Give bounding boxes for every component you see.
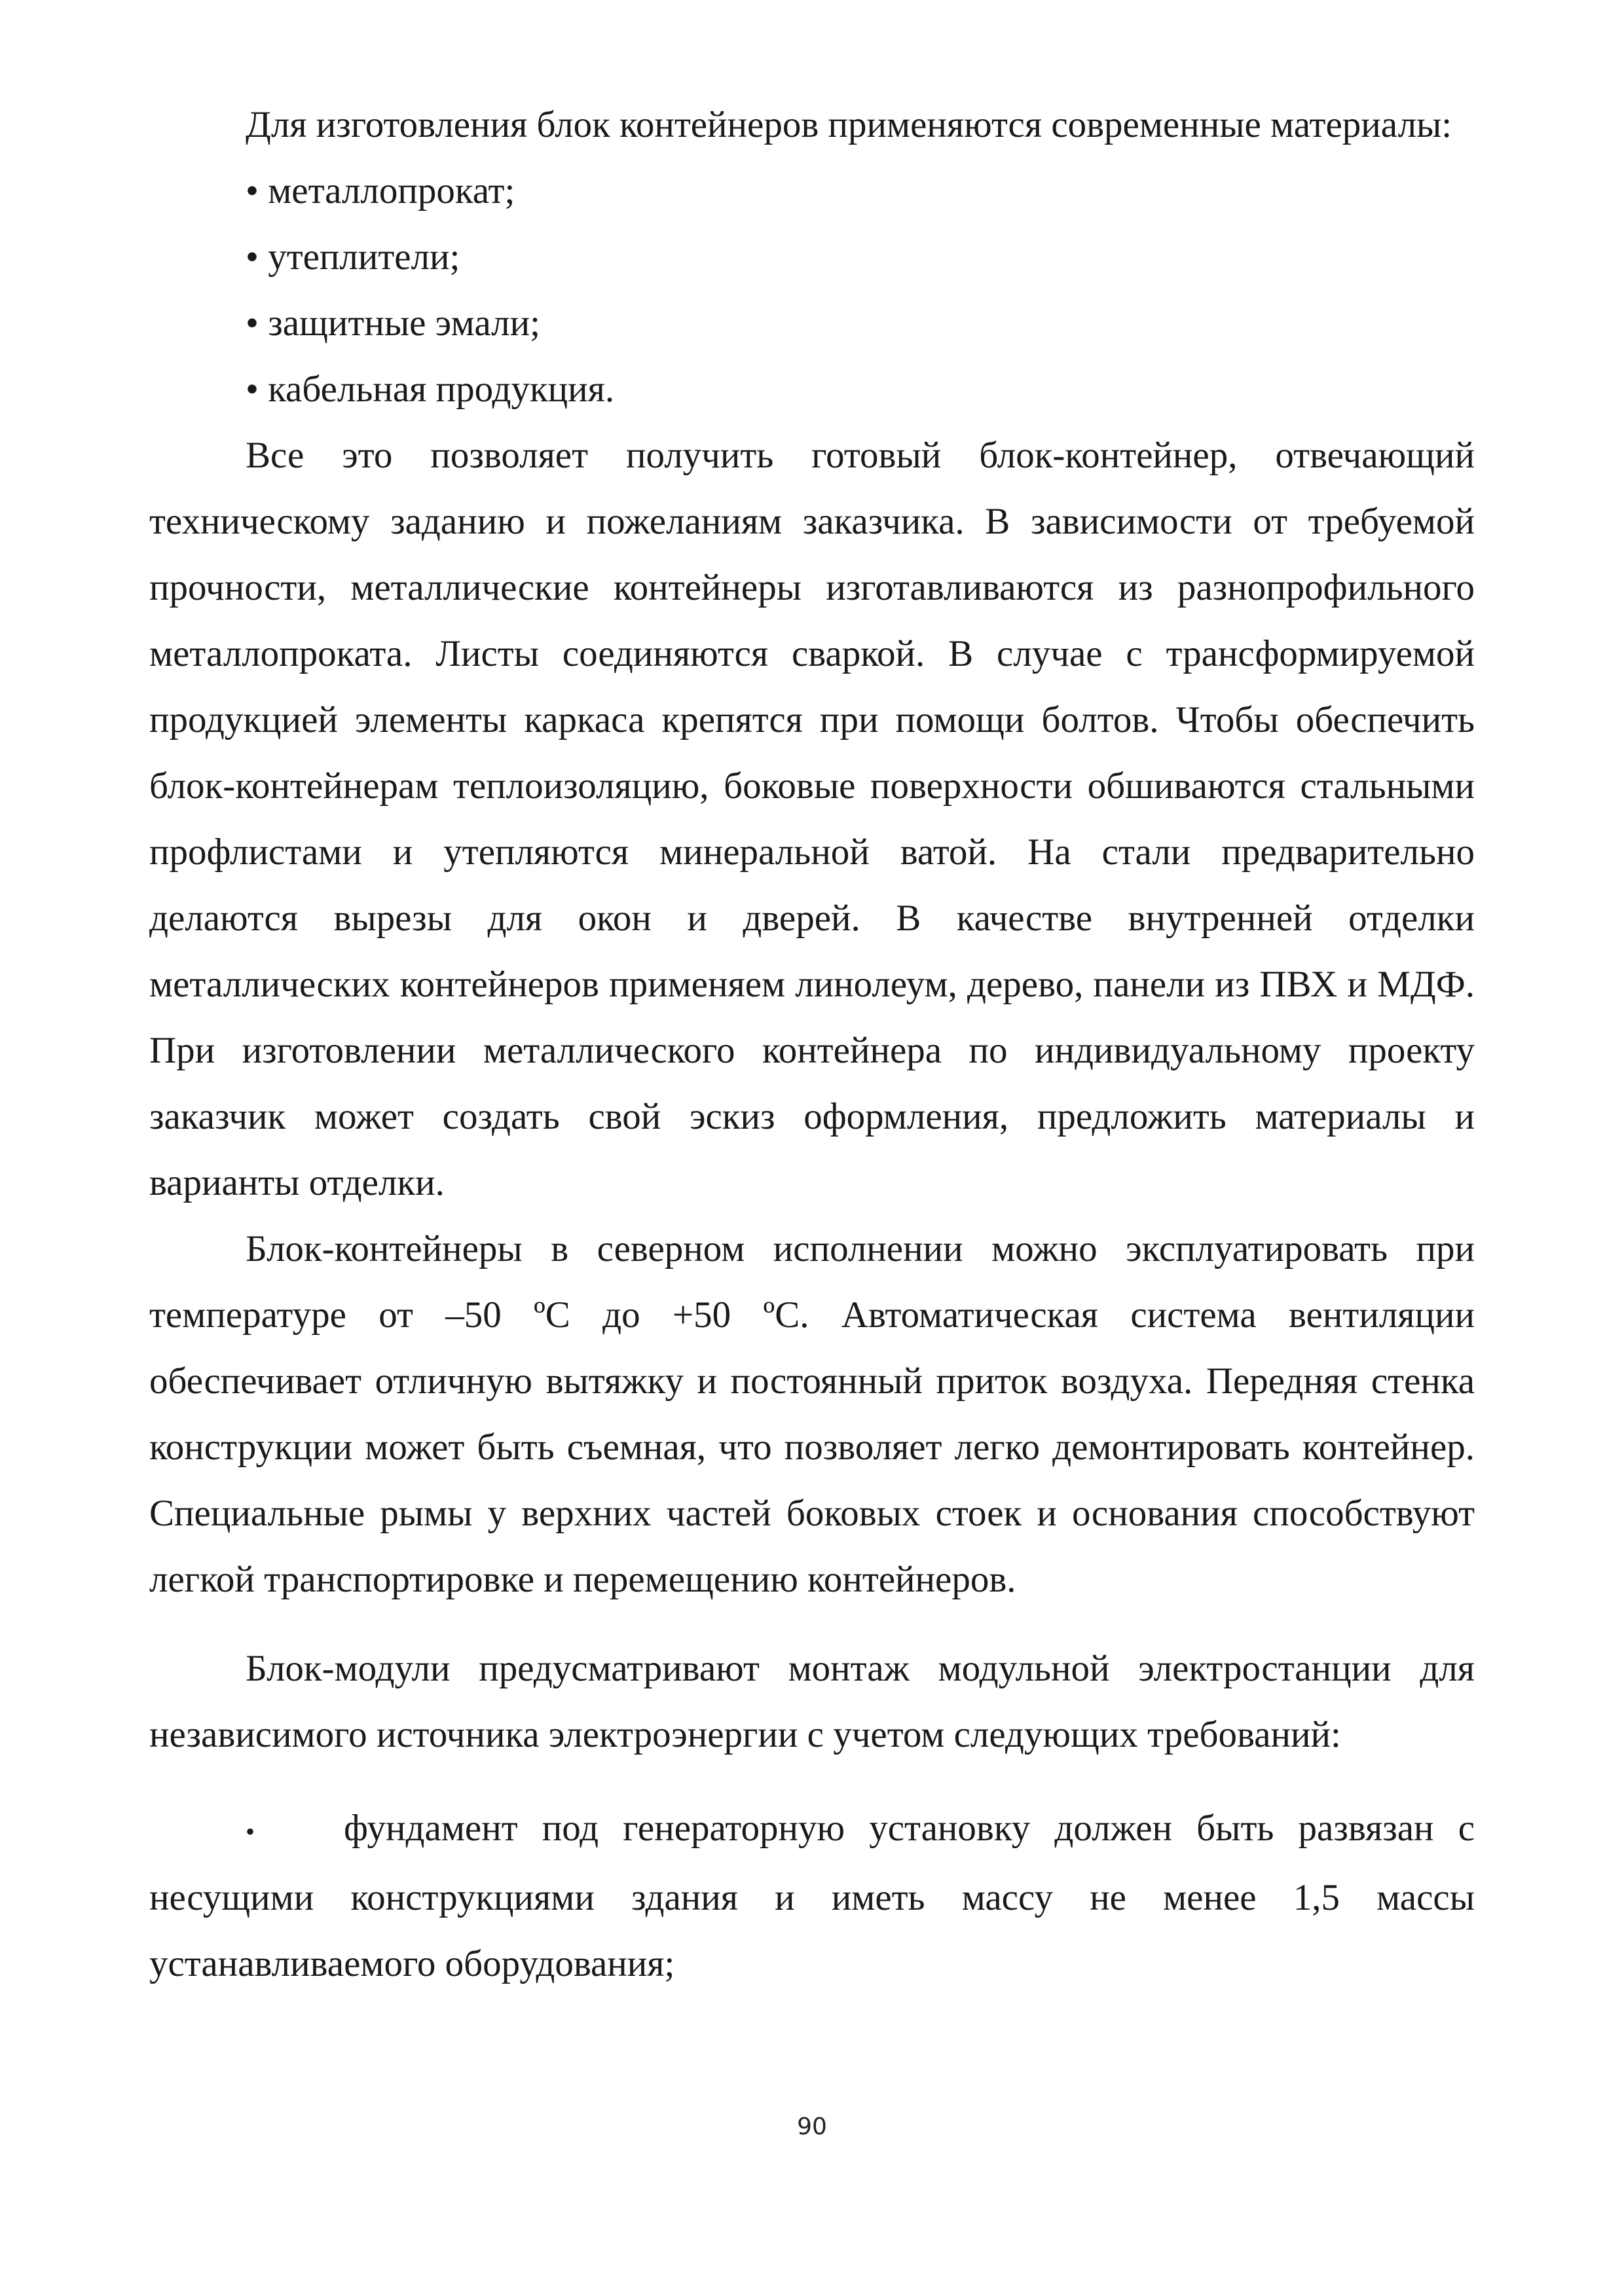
requirements-list	[149, 1795, 1475, 1997]
materials-list	[149, 158, 1475, 422]
list-item: • металлопрокат;	[246, 170, 515, 211]
list-item: • кабельная продукция.	[246, 369, 615, 410]
body-paragraph: Блок-модули предусматривают монтаж модульной электростанции для независимого источника электроэнергии с учетом следующих требований:	[149, 1648, 1475, 1755]
bullet-icon: •	[246, 1817, 255, 1847]
list-item: • утеплители;	[246, 236, 460, 278]
intro-paragraph: Для изготовления блок контейнеров применяются современные материалы:	[246, 104, 1452, 145]
list-item	[149, 1795, 1475, 1997]
list-item-text: фундамент под генераторную установку должен быть развязан с несущими конструкциями здания и иметь массу не менее 1,5 массы устанавливаемого оборудования;	[149, 1808, 1475, 1985]
document-page	[149, 92, 1475, 1997]
page-number: 90	[797, 2113, 827, 2140]
list-item: • защитные эмали;	[246, 302, 540, 344]
body-paragraph: Все это позволяет получить готовый блок-контейнер, отвечающий техническому заданию и пожеланиям заказчика. В зависимости от требуемой прочности, металлические контейнеры изготавливаются из разнопрофильного металлопроката. Листы соединяются сваркой. В случае с трансформируемой продукцией элементы каркаса крепятся при помощи болтов. Чтобы обеспечить блок-контейнерам теплоизоляцию, боковые поверхности обшиваются стальными профлистами и утепляются минеральной ватой. На стали предварительно делаются вырезы для окон и дверей. В качестве внутренней отделки металлических контейнеров применяем линолеум, дерево, панели из ПВХ и МДФ. При изготовлении металлического контейнера по индивидуальному проекту заказчик может создать свой эскиз оформления, предложить материалы и варианты отделки.	[149, 435, 1475, 1203]
body-paragraph: Блок-контейнеры в северном исполнении можно эксплуатировать при температуре от ‒50 ºС до +50 ºС. Автоматическая система вентиляции обеспечивает отличную вытяжку и постоянный приток воздуха. Передняя стенка конструкции может быть съемная, что позволяет легко демонтировать контейнер. Специальные рымы у верхних частей боковых стоек и основания способствуют легкой транспортировке и перемещению контейнеров.	[149, 1228, 1475, 1600]
